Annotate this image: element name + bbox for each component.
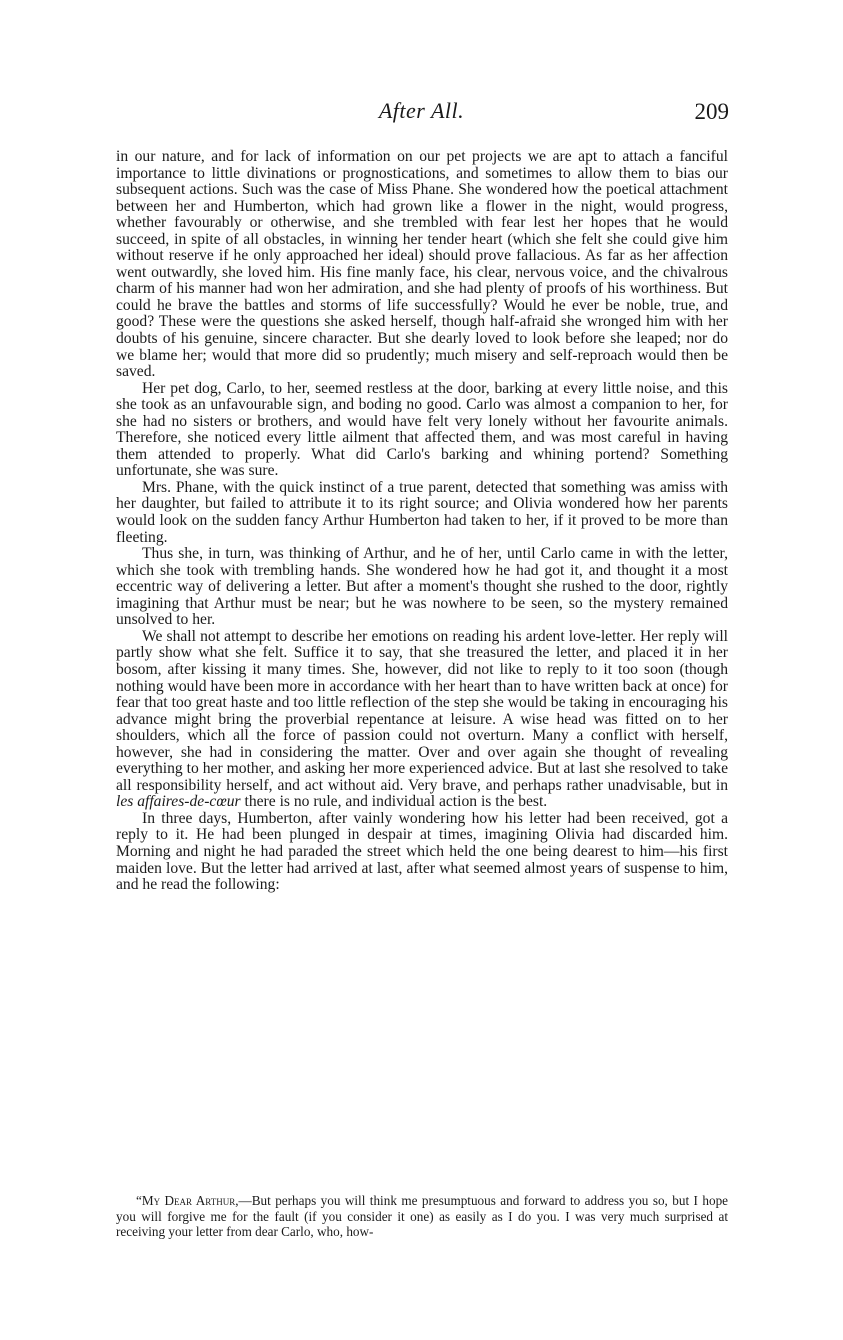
running-head xyxy=(0,98,843,128)
letter-excerpt xyxy=(116,1193,728,1240)
paragraph-5-part-b: there is no rule, and individual action is the best. xyxy=(244,793,548,811)
paragraph-1: in our nature, and for lack of information on our pet projects we are apt to attach a fanciful importance to little divinations or prognostications, and sometimes to allow them to bias our subsequent actions. Such was the case of Miss Phane. She wondered how the poetical attachment between her and Humberton, which had grown like a flower in the night, would progress, whether favourably or otherwise, and she trembled with fear lest her hopes that he would succeed, in spite of all obstacles, in winning her tender heart (which she felt she could give him without reserve if he only approached her ideal) should prove fallacious. As far as her affection went outwardly, she loved him. His fine manly face, his clear, nervous voice, and the chivalrous charm of his manner had won her admiration, and she had plenty of proofs of his worthiness. But could he brave the battles and storms of life successfully? Would he ever be noble, true, and good? These were the questions she asked herself, though half-afraid she wronged him with her doubts of his genuine, sincere character. But she dearly loved to look before she leaped; nor do we blame her; would that more did so prudently; much misery and self-reproach would then be saved. xyxy=(116,148,728,381)
paragraph-4: Thus she, in turn, was thinking of Arthur, and he of her, until Carlo came in with the letter, which she took with trembling hands. She wondered how he had got it, and thought it a most eccentric way of delivering a letter. But after a moment's thought she rushed to the door, rightly imagining that Arthur must be near; but he was nowhere to be seen, so the mystery remained unsolved to her. xyxy=(116,545,728,629)
paragraph-5 xyxy=(116,629,728,811)
running-title: After All. xyxy=(378,98,465,123)
paragraph-3: Mrs. Phane, with the quick instinct of a true parent, detected that something was amiss with her daughter, but failed to attribute it to its right source; and Olivia wondered how her parents would look on the sudden fancy Arthur Humberton had taken to her, if it proved to be more than fleeting. xyxy=(116,478,728,546)
body-text xyxy=(116,149,728,894)
paragraph-5-italic-phrase: les affaires-de-cœur xyxy=(116,793,241,811)
paragraph-5-part-a: We shall not attempt to describe her emotions on reading his ardent love-letter. Her reply will partly show what she felt. Suffice it to say, that she treasured the letter, and placed it in her bosom, after kissing it many times. She, however, did not like to reply to it too soon (though nothing would have been more in accordance with her heart than to have written back at once) for fear that too great haste and too little reflection of the step she would be taking in encouraging his advance might bring the proverbial repentance at leisure. A wise head was fitted on to her shoulders, which all the force of passion could not overturn. Many a conflict with herself, however, she had in considering the matter. Over and over again she thought of revealing everything to her mother, and asking her more experienced advice. But at last she resolved to take all responsibility herself, and act without aid. Very brave, and perhaps rather unadvisable, but in xyxy=(116,627,728,794)
letter-salutation: “My Dear Arthur, xyxy=(136,1193,239,1208)
page-number: 209 xyxy=(694,99,729,124)
paragraph-2: Her pet dog, Carlo, to her, seemed restless at the door, barking at every little noise, and this she took as an unfavourable sign, and boding no good. Carlo was almost a companion to her, for she had no sisters or brothers, and would have felt very lonely without her favourite animals. Therefore, she noticed every little ailment that affected them, and was most careful in having them attended to properly. What did Carlo's barking and whining portend? Something unfortunate, she was sure. xyxy=(116,379,728,480)
paragraph-6: In three days, Humberton, after vainly wondering how his letter had been received, got a reply to it. He had been plunged in despair at times, imagining Olivia had discarded him. Morning and night he had paraded the street which held the one being dearest to him—his first maiden love. But the letter had arrived at last, after what seemed almost years of suspense to him, and he read the following: xyxy=(116,809,728,894)
letter-text: —But perhaps you will think me presumptuous and forward to address you so, but I hope you will forgive me for the fault (if you consider it one) as easily as I do you. I was very much surprised at receiving your letter from dear Carlo, who, how- xyxy=(116,1193,729,1240)
